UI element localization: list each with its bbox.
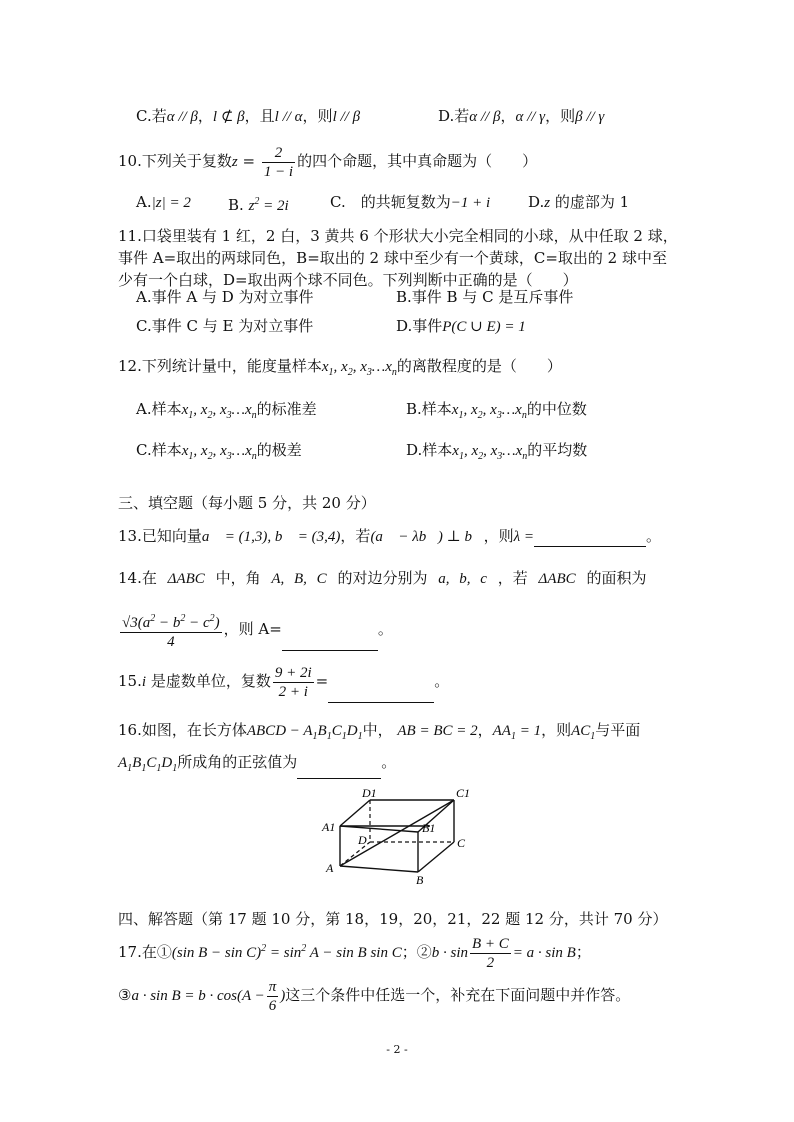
q11-option-a: A.事件 A 与 D 为对立事件 (136, 288, 314, 306)
label-b: B (416, 873, 424, 886)
q15-stem: 15.i 是虚数单位，复数 $\frac{9 + 2i}{2 + i}$ = 。 (118, 660, 449, 703)
label-b1: B1 (422, 821, 436, 835)
cuboid-figure (318, 786, 478, 886)
q9-option-c: C.若α // β，l ⊄ β，且l // α，则l // β (136, 107, 361, 125)
label-c1: C1 (456, 786, 471, 800)
q11-line-3: 少有一个白球，D=取出两个球不同色。下列判断中正确的是（ ） (118, 271, 578, 289)
label-d1: D1 (362, 786, 377, 800)
page-number: - 2 - (386, 1043, 408, 1056)
q10-option-a: A.|z| = 2 (136, 193, 191, 211)
q10-stem: 10.下列关于复数z = $\frac{2}{1 - i}$ 的四个命题，其中真命题为（ ） (118, 144, 538, 180)
label-a1: A1 (322, 820, 336, 834)
q12-option-b: B.样本$x_1$, $x_2$, $x_3\dots x_n$的中位数 (406, 400, 587, 421)
q14-answer-blank[interactable] (282, 634, 378, 651)
q10-option-c: C. 的共轭复数为−1 + i (330, 193, 491, 211)
q15-fraction: $\frac{9 + 2i}{2 + i}$ (274, 664, 312, 700)
q11-option-c: C.事件 C 与 E 为对立事件 (136, 317, 314, 335)
section-3-title: 三、填空题（每小题 5 分，共 20 分） (118, 494, 376, 512)
q16-line-1: 16.如图，在长方体ABCD − $A_1B_1C_1D_1$中， AB = BC = 2，$AA_1 = 1$，则$AC_1$与平面 (118, 721, 641, 742)
q12-option-c: C.样本$x_1$, $x_2$, $x_3\dots x_n$的极差 (136, 441, 302, 462)
q16-answer-blank[interactable] (297, 762, 381, 779)
q9-option-d: D.若α // β，α // γ，则β // γ (438, 107, 605, 125)
q13-stem: 13.已知向量a⃗ = (1,3), b⃗ = (3,4)，若(a⃗ − λb⃗) ⊥ b⃗，则λ = 。 (118, 527, 662, 545)
q13-answer-blank[interactable] (534, 530, 646, 547)
q11-option-b: B.事件 B 与 C 是互斥事件 (396, 288, 574, 306)
q16-line-2: $A_1B_1C_1D_1$所成角的正弦值为 。 (118, 752, 396, 779)
q12-option-d: D.样本$x_1$, $x_2$, $x_3\dots x_n$的平均数 (406, 441, 588, 462)
q11-line-1: 11.口袋里装有 1 红，2 白，3 黄共 6 个形状大小完全相同的小球，从中任取 2 球， (118, 227, 678, 245)
q12-option-a: A.样本$x_1$, $x_2$, $x_3\dots x_n$的标准差 (136, 400, 317, 421)
q11-line-2: 事件 A=取出的两球同色，B=取出的 2 球中至少有一个黄球，C=取出的 2 球中至 (118, 249, 667, 267)
q10-option-d: D.z 的虚部为 1 (528, 193, 630, 211)
q17-line-2: ③a · sin B = b · cos(A − $\frac{\pi}{6}$ )这三个条件中任选一个，补充在下面问题中并作答。 (118, 978, 631, 1014)
q14-line-2: $\frac{√3(a^2 - b^2 - c^2)}{4}$ ，则 A= 。 (118, 608, 393, 651)
q12-stem: 12.下列统计量中，能度量样本$x_1$, $x_2$, $x_3\dots x_n$的离散程度的是（ ） (118, 357, 562, 378)
q10-fraction: $\frac{2}{1 - i}$ (263, 144, 294, 180)
section-4-title: 四、解答题（第 17 题 10 分，第 18，19，20，21，22 题 12 分，共计 70 分） (118, 910, 668, 928)
q10-option-b: B. $z^2 = 2i$ (228, 196, 289, 214)
q14-area-fraction: $\frac{√3(a^2 - b^2 - c^2)}{4}$ (120, 610, 222, 651)
label-c: C (457, 836, 466, 850)
label-d: D (358, 833, 367, 847)
q17-line-1: 17.在①(sin $B - \sin C)^2 = \sin^2 A - \sin B$ sin C；②b · sin $\frac{B + C}{2}$ = a · sin B； (118, 935, 591, 971)
label-a: A (326, 861, 334, 875)
q11-option-d: D.事件P(C ∪ E) = 1 (396, 317, 526, 335)
q14-line-1: 14.在 ΔABC 中，角 A, B, C 的对边分别为 a, b, c ，若 ΔABC 的面积为 (118, 569, 647, 587)
q15-answer-blank[interactable] (328, 686, 434, 703)
